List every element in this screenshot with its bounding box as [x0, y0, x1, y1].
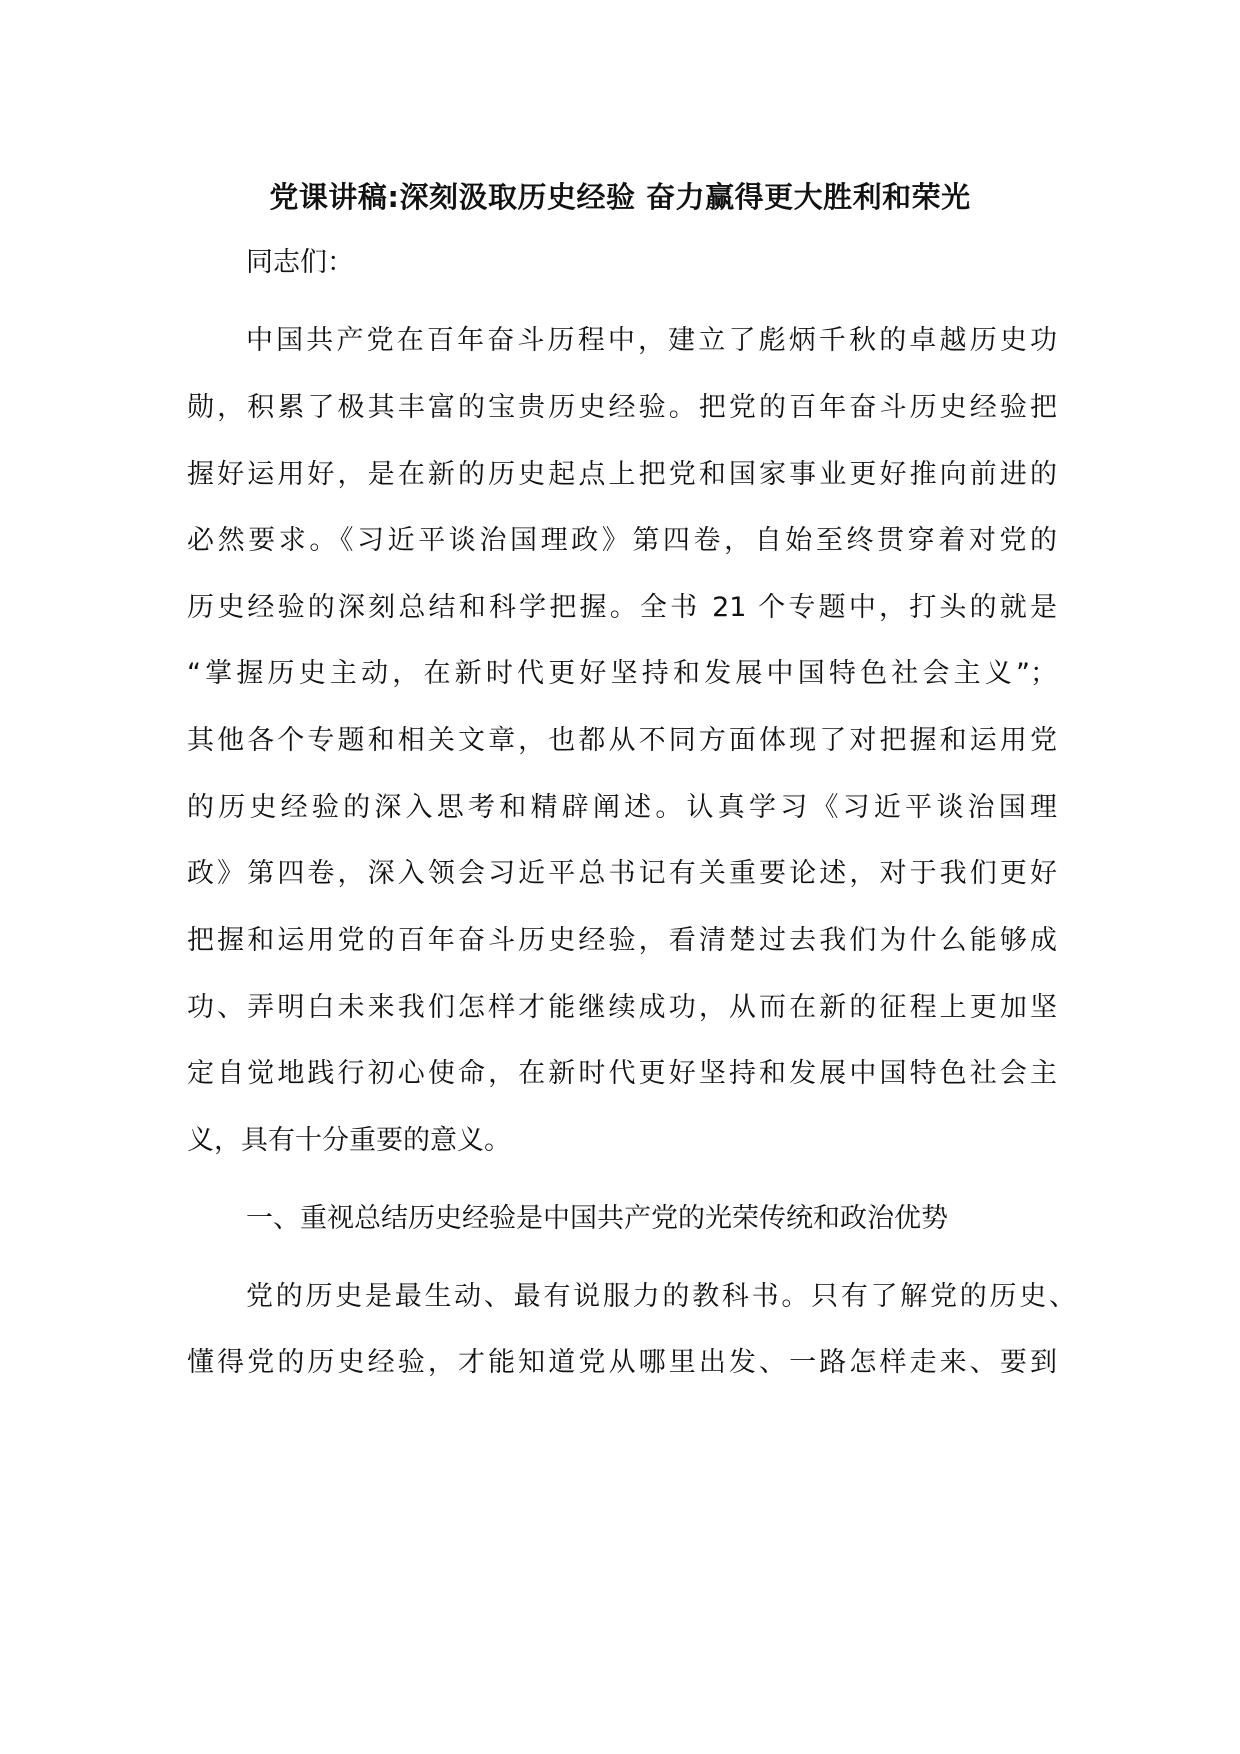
- paragraph-line: 功、弄明白未来我们怎样才能继续成功，从而在新的征程上更加坚: [187, 992, 1057, 1023]
- paragraph-line: 定自觉地践行初心使命，在新时代更好坚持和发展中国特色社会主: [187, 1058, 1057, 1089]
- paragraph-line: 中国共产党在百年奋斗历程中，建立了彪炳千秋的卓越历史功: [246, 325, 1057, 356]
- paragraph-line: 必然要求。《习近平谈治国理政》第四卷，自始至终贯穿着对党的: [187, 525, 1057, 556]
- section-heading: 一、重视总结历史经验是中国共产党的光荣传统和政治优势: [246, 1203, 948, 1234]
- paragraph-line: 政》第四卷，深入领会习近平总书记有关重要论述，对于我们更好: [187, 858, 1057, 889]
- paragraph-line: 握好运用好，是在新的历史起点上把党和国家事业更好推向前进的: [187, 459, 1057, 490]
- paragraph-line: 把握和运用党的百年奋斗历史经验，看清楚过去我们为什么能够成: [187, 925, 1057, 956]
- paragraph-line: 的历史经验的深入思考和精辟阐述。认真学习《习近平谈治国理: [187, 792, 1057, 823]
- salutation: 同志们：: [246, 247, 354, 278]
- paragraph-line: 历史经验的深刻总结和科学把握。全书 21 个专题中，打头的就是: [187, 592, 1057, 623]
- paragraph-line: 其他各个专题和相关文章，也都从不同方面体现了对把握和运用党: [187, 725, 1057, 756]
- paragraph-line: 勋，积累了极其丰富的宝贵历史经验。把党的百年奋斗历史经验把: [187, 392, 1057, 423]
- document-title: 党课讲稿:深刻汲取历史经验 奋力赢得更大胜利和荣光: [269, 180, 971, 214]
- paragraph-line: 懂得党的历史经验，才能知道党从哪里出发、一路怎样走来、要到: [187, 1347, 1057, 1378]
- paragraph-line: 党的历史是最生动、最有说服力的教科书。只有了解党的历史、: [246, 1281, 1076, 1312]
- paragraph-line: 义，具有十分重要的意义。: [187, 1125, 511, 1156]
- paragraph-line: “掌握历史主动，在新时代更好坚持和发展中国特色社会主义”；: [187, 658, 1057, 689]
